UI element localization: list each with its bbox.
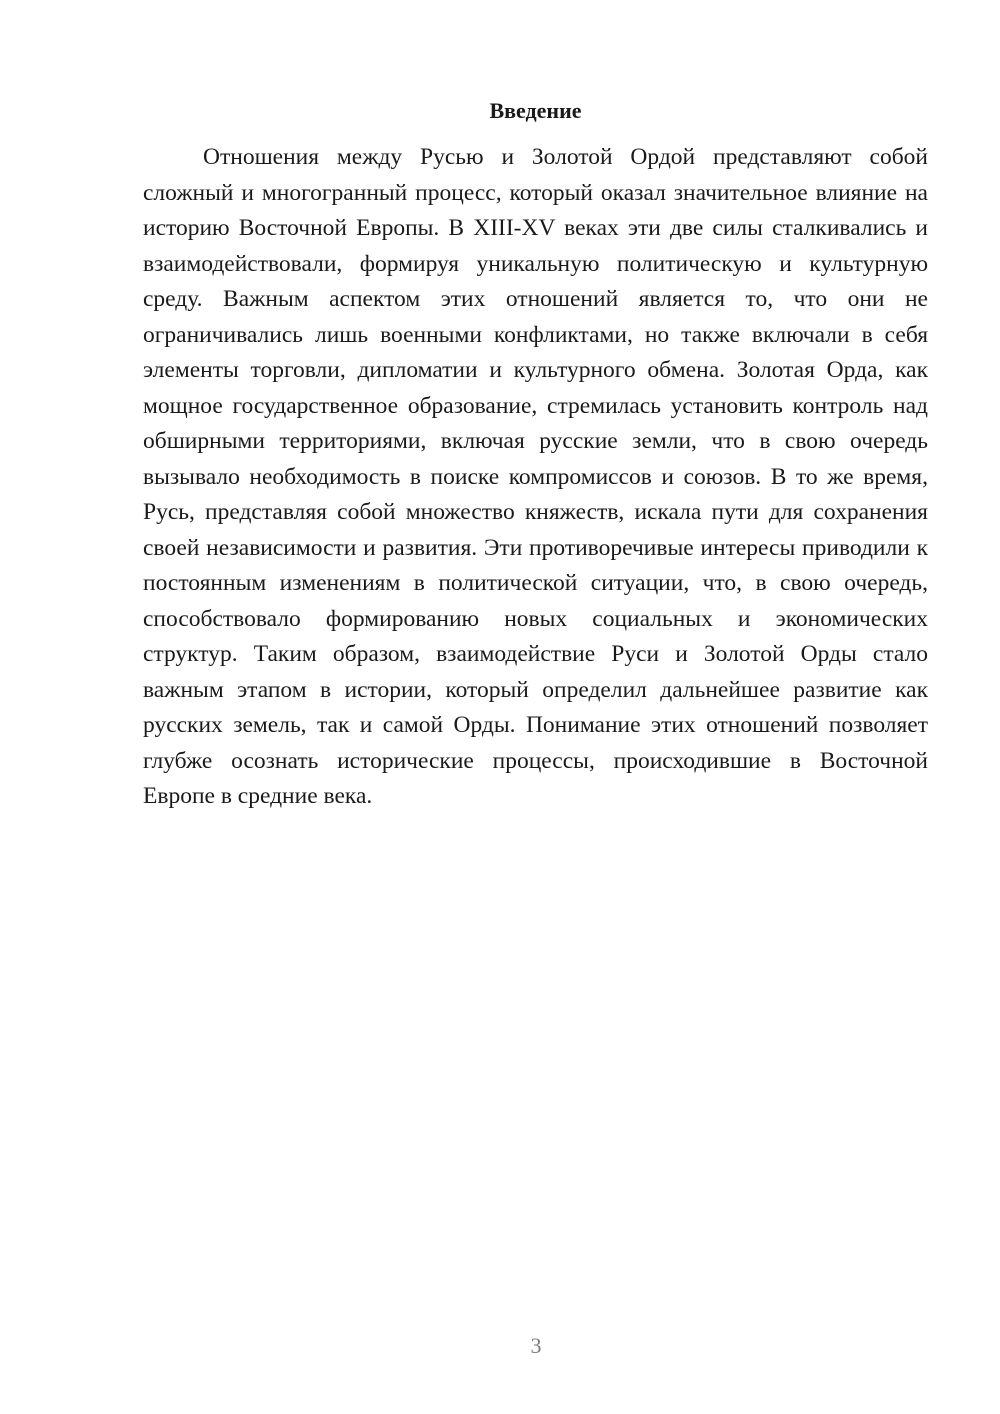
- body-paragraph: Отношения между Русью и Золотой Ордой представляют собой сложный и многогранный процесс, который оказал значительное влияние на историю Восточной Европы. В XIII-XV веках эти две силы сталкивались и взаимодействовали, формируя уникальную политическую и культурную среду. Важным аспектом этих отношений является то, что они не ограничивались лишь военными конфликтами, но также включали в себя элементы торговли, дипломатии и культурного обмена. Золотая Орда, как мощное государственное образование, стремилась установить контроль над обширными территориями, включая русские земли, что в свою очередь вызывало необходимость в поиске компромиссов и союзов. В то же время, Русь, представляя собой множество княжеств, искала пути для сохранения своей независимости и развития. Эти противоречивые интересы приводили к постоянным изменениям в политической ситуации, что, в свою очередь, способствовало формированию новых социальных и экономических структур. Таким образом, взаимодействие Руси и Золотой Орды стало важным этапом в истории, который определил дальнейшее развитие как русских земель, так и самой Орды. Понимание этих отношений позволяет глубже осознать исторические процессы, происходившие в Восточной Европе в средние века.: [143, 144, 928, 809]
- page-number: 3: [530, 1333, 542, 1358]
- section-heading: Введение: [489, 98, 582, 123]
